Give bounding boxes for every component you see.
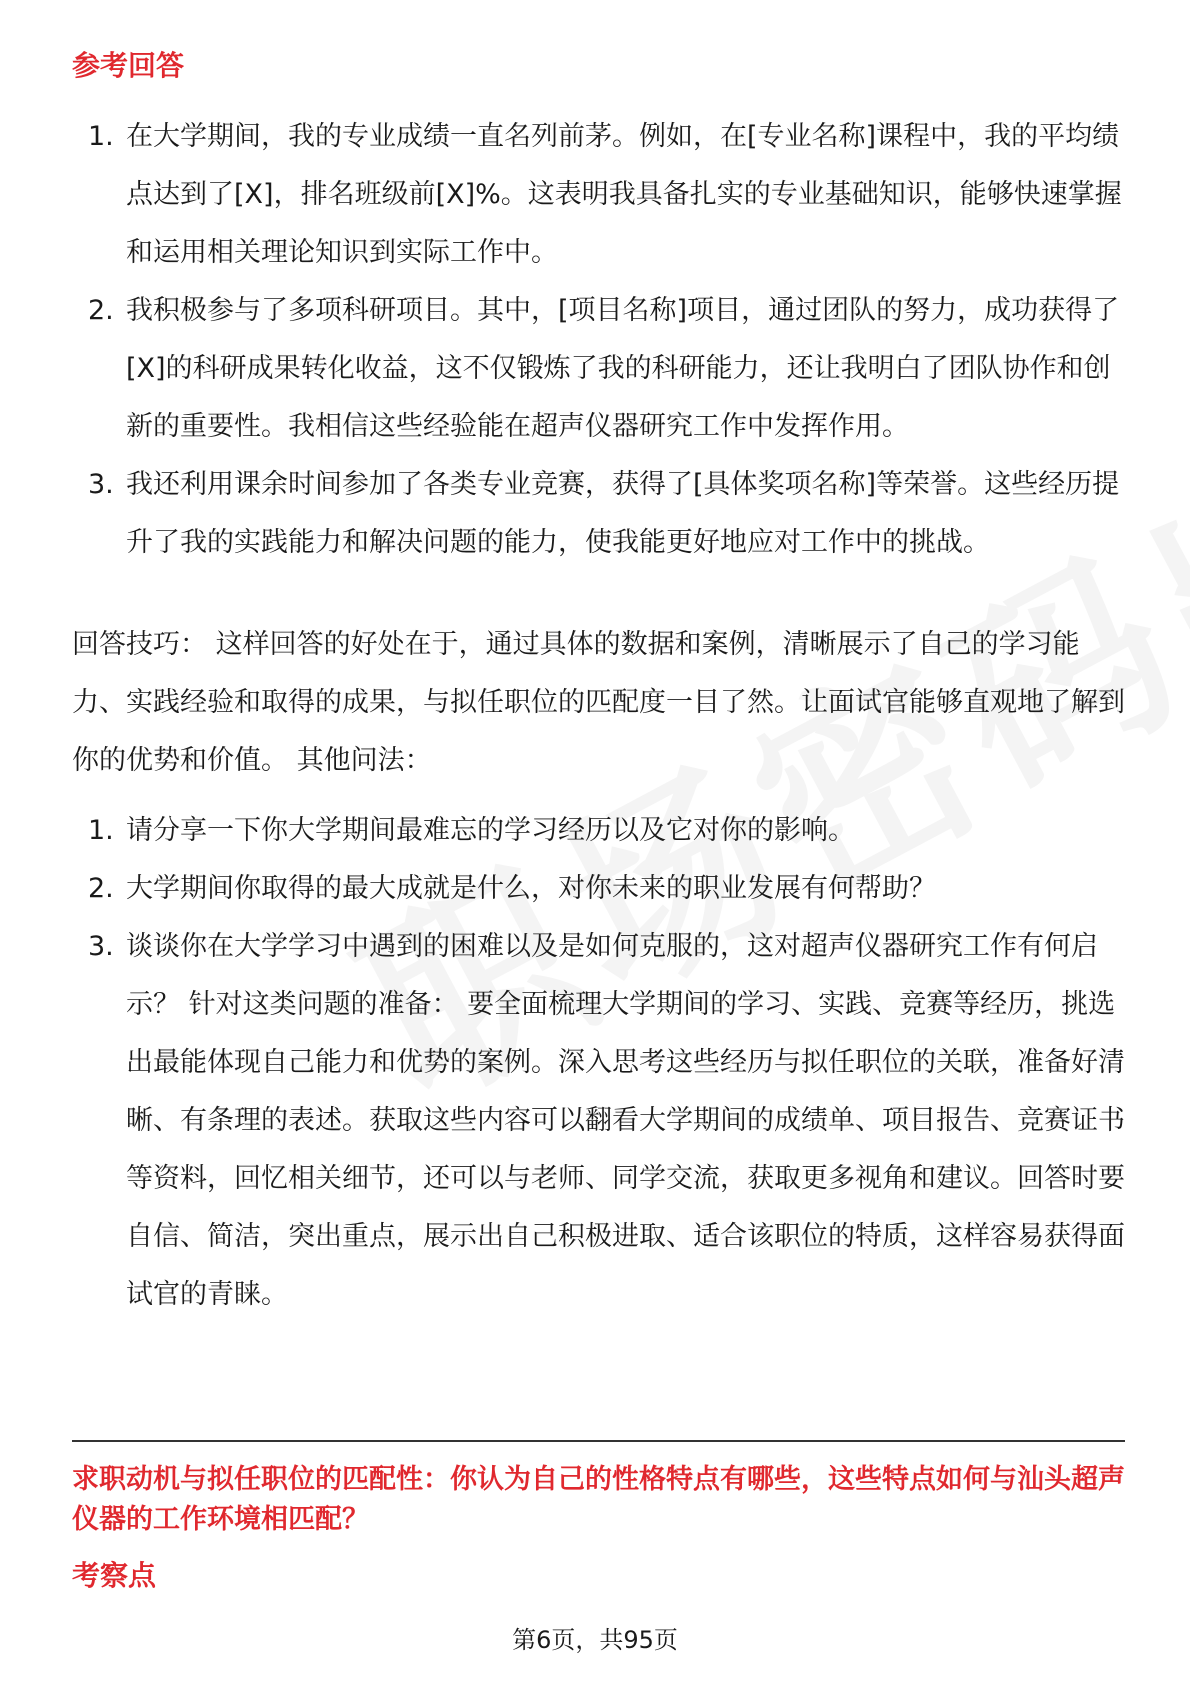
list-item-text: 大学期间你取得的最大成就是什么，对你未来的职业发展有何帮助？ [126,873,936,904]
reference-answer-label: 参考回答 [72,49,185,82]
question-heading: 求职动机与拟任职位的匹配性：你认为自己的性格特点有哪些，这些特点如何与汕头超声仪器的工作环境相匹配？ [72,1464,1125,1535]
list-item-text: 谈谈你在大学学习中遇到的困难以及是如何克服的，这对超声仪器研究工作有何启示？ 针对这类问题的准备： 要全面梳理大学期间的学习、实践、竞赛等经历，挑选出最能体现自己能力和优势的案例。深入思考这些经历与拟任职位的关联，准备好清晰、有条理的表述。获取这些内容可以翻看大学期间的成绩单、项目报告、竞赛证书等资料，回忆相关细节，还可以与老师、同学交流，获取更多视角和建议。回答时要自信、简洁，突出重点，展示出自己积极进取、适合该职位的特质，这样容易获得面试官的青睐。 [126,931,1125,1310]
list-item [72,282,1132,456]
other-questions-list [72,802,1132,1324]
list-item [72,860,1132,918]
list-item-text: 在大学期间，我的专业成绩一直名列前茅。例如，在[专业名称]课程中，我的平均绩点达到了[X]，排名班级前[X]%。这表明我具备扎实的专业基础知识，能够快速掌握和运用相关理论知识到实际工作中。 [126,121,1122,268]
list-item-number: 3. [88,469,114,500]
list-item-number: 3. [88,931,114,962]
list-item [72,456,1132,572]
list-item-number: 2. [88,873,114,904]
list-item-text: 我积极参与了多项科研项目。其中，[项目名称]项目，通过团队的努力，成功获得了[X]的科研成果转化收益，这不仅锻炼了我的科研能力，还让我明白了团队协作和创新的重要性。我相信这些经验能在超声仪器研究工作中发挥作用。 [126,295,1120,442]
page-number: 第6页，共95页 [512,1626,678,1654]
list-item [72,108,1132,282]
list-item-number: 2. [88,295,114,326]
list-item-text: 请分享一下你大学期间最难忘的学习经历以及它对你的影响。 [126,815,855,846]
reference-answer-list [72,108,1132,572]
answer-tips-paragraph: 回答技巧： 这样回答的好处在于，通过具体的数据和案例，清晰展示了自己的学习能力、实践经验和取得的成果，与拟任职位的匹配度一目了然。让面试官能够直观地了解到你的优势和价值。 其他问法： [72,629,1125,776]
list-item-number: 1. [88,121,114,152]
section-divider [72,1440,1125,1442]
list-item-text: 我还利用课余时间参加了各类专业竞赛，获得了[具体奖项名称]等荣誉。这些经历提升了我的实践能力和解决问题的能力，使我能更好地应对工作中的挑战。 [126,469,1120,558]
list-item [72,918,1132,1324]
list-item [72,802,1132,860]
list-item-number: 1. [88,815,114,846]
key-points-label: 考察点 [72,1559,157,1592]
